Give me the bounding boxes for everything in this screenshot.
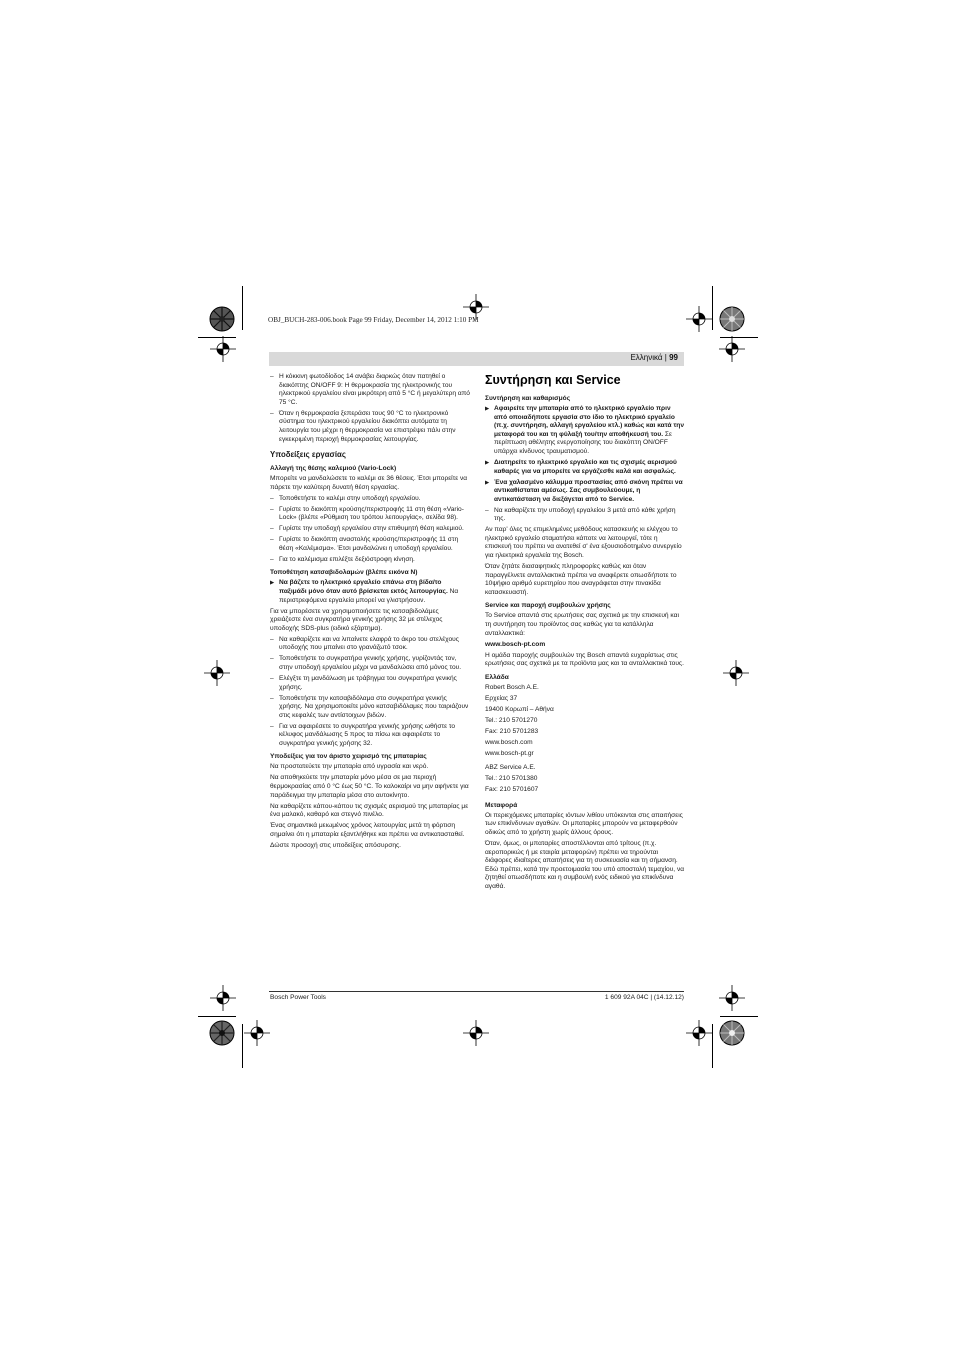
screw-warning-rest: Να περιστρεφόμενα εργαλεία μπορεί να γλιστρήσουν. (279, 588, 459, 604)
color-target-icon (719, 1020, 745, 1046)
address-line: Tel.: 210 5701380 (485, 775, 538, 783)
battery-heading: Υποδείξεις για τον άριστο χειρισμό της μπαταρίας (270, 753, 427, 761)
maintenance-paragraph: Αν παρ' όλες τις επιμελημένες μεθόδους κατασκευής κι ελέγχου το ηλεκτρικό εργαλείο σταματήσει κάποτε να λειτουργεί, τότε η επισκευή του πρέπει να ανατεθεί σ' ένα εξουσιοδοτημένο συνεργείο για ηλεκτρικά εργαλεία της Bosch. (485, 526, 682, 560)
section-title: Συντήρηση και Service (485, 373, 621, 387)
footer-right: 1 609 92A 04C | (14.12.12) (604, 994, 684, 1001)
list-item: – Η κόκκινη φωτοδίοδος 14 ανάβει διαρκώς όταν πατηθεί ο διακόπτης ON/OFF 9: Η θερμοκρασία της ηλεκτρονικής του ηλεκτρικού εργαλείου είναι μικρότερη από 5 °C ή μεγαλύτερη από 75 °C. (270, 373, 470, 407)
crop-mark (720, 1016, 758, 1017)
crop-mark (712, 286, 713, 330)
color-target-icon (719, 306, 745, 332)
screw-warning (270, 579, 470, 605)
list-item: – Γυρίστε το διακόπτη αναστολής κρούσης/περιστροφής 11 στη θέση «Καλέμισμα». Έτσι μανδαλώνει η υποδοχή εργαλείου. (270, 536, 470, 553)
service-text-2: Η ομάδα παροχής συμβουλών της Bosch απαντά ευχαρίστως στις ερωτήσεις σας σχετικά με τα προϊόντα μας και τα ανταλλακτικά τους. (485, 651, 684, 668)
color-target-icon (209, 306, 235, 332)
transport-paragraph: Όταν, όμως, οι μπαταρίες αποστέλλονται από τρίτους (π.χ. αεροπορικώς ή με εταιρία μεταφορών) πρέπει να τηρούνται διάφορες ιδιαίτερες απαιτήσεις για τη συσκευασία και τη σήμανση. Εδώ πρέπει, κατά την προετοιμασία του υπό αποστολή τεμαχίου, να ζητηθεί οπωσδήποτε και η συμβουλή ενός ειδικού για επικίνδυνα αγαθά. (485, 840, 685, 890)
transport-paragraph: Οι περιεχόμενες μπαταρίες ιόντων λιθίου υπόκεινται στις απαιτήσεις των επικίνδυνων αγαθών. Οι μπαταρίες μπορούν να μεταφερθούν οδικώς από το χρήστη χωρίς άλλους όρους. (485, 811, 683, 837)
screw-warning-bold: Να βάζετε το ηλεκτρικό εργαλείο επάνω στη βίδα/το παξιμάδι μόνο όταν αυτό βρίσκεται εκτός λειτουργίας. (279, 579, 448, 596)
registration-mark-icon (210, 985, 236, 1011)
list-item: – Να καθαρίζετε και να λιπαίνετε ελαφρά το άκρο του στελέχους υποδοχής που μπαίνει στο γρανάζωτό τσοκ. (270, 636, 470, 653)
address-line: ABZ Service A.E. (485, 764, 536, 772)
registration-mark-icon (204, 660, 230, 686)
tips-heading: Υποδείξεις εργασίας (270, 450, 346, 460)
left-column (270, 373, 470, 853)
right-column (485, 373, 685, 894)
warning-bold: Ένα χαλασμένο κάλυμμα προστασίας από σκόνη πρέπει να αντικαθίσταται αμέσως. Σας συμβουλεύουμε, η αντικατάσταση να διεξάγεται από το Service. (494, 478, 683, 503)
list-item: – Όταν η θερμοκρασία ξεπεράσει τους 90 °C το ηλεκτρονικό σύστημα του ηλεκτρικού εργαλείου διακόπτει αυτόματα τη λειτουργία του μέχρι η θερμοκρασία να επιστρέψει πάλι στην εγκεκριμένη περιοχή θερμοκρασίας λειτουργίας. (270, 410, 470, 444)
list-item: – Γυρίστε την υποδοχή εργαλείου στην επιθυμητή θέση καλεμιού. (270, 525, 470, 534)
address-block (485, 684, 685, 759)
footer-rule (269, 991, 684, 992)
list-item: – Τοποθετήστε το καλέμι στην υποδοχή εργαλείου. (270, 495, 470, 504)
registration-mark-icon (244, 1020, 270, 1046)
screw-heading: Τοποθέτηση κατσαβιδολαμών (βλέπε εικόνα N) (270, 569, 418, 577)
transport-heading: Μεταφορά (485, 801, 518, 809)
chisel-heading: Αλλαγή της θέσης καλεμιού (Vario-Lock) (270, 465, 397, 473)
registration-mark-icon (686, 306, 712, 332)
address-line: 19400 Κορωπί – Αθήνα (485, 705, 554, 713)
address-line: Tel.: 210 5701270 (485, 716, 538, 724)
service-url[interactable]: www.bosch-pt.com (485, 640, 546, 648)
address-line: Robert Bosch A.E. (485, 683, 539, 691)
warning-bold: Διατηρείτε το ηλεκτρικό εργαλείο και τις σχισμές αερισμού καθαρές για να μπορείτε να εργάζεσθε καλά και ασφαλώς. (494, 458, 677, 475)
chisel-text: Μπορείτε να μανδαλώσετε το καλέμι σε 36 θέσεις. Έτσι μπορείτε να πάρετε την καλύτερη δυνατή θέση εργασίας. (270, 475, 468, 491)
battery-paragraph: Δώστε προσοχή στις υποδείξεις απόσυρσης. (270, 841, 402, 849)
list-item: – Γυρίστε το διακόπτη κρούσης/περιστροφής 11 στη θέση «Vario-Lock» (βλέπε «Ρύθμιση του τρόπου λειτουργίας», σελίδα 98). (270, 506, 470, 523)
color-target-icon (209, 1020, 235, 1046)
footer-left: Bosch Power Tools (270, 994, 326, 1001)
crop-mark (242, 1024, 243, 1068)
battery-paragraph: Ένας σημαντικά μειωμένος χρόνος λειτουργίας μετά τη φόρτιση σημαίνει ότι η μπαταρία εξαντλήθηκε και πρέπει να αντικατασταθεί. (270, 822, 465, 838)
list-item: – Τοποθετήστε το συγκρατήρα γενικής χρήσης, γυρίζοντάς τον, στην υποδοχή εργαλείου μέχρι να μανδαλώσει από μόνος του. (270, 655, 470, 672)
page-header (269, 352, 684, 366)
country-heading: Ελλάδα (485, 673, 509, 681)
battery-paragraph: Να αποθηκεύετε την μπαταρία μόνο μέσα σε μια περιοχή θερμοκρασίας από 0 °C έως 50 °C. Το καλοκαίρι να μην αφήνετε για παράδειγμα την μπαταρία μέσα στο αυτοκίνητο. (270, 774, 469, 799)
list-item: – Να καθαρίζετε την υποδοχή εργαλείου 3 μετά από κάθε χρήση της. (485, 507, 685, 524)
page-number: 99 (669, 353, 678, 362)
warning-rest: Σε περίπτωση αθέλητης ενεργοποίησης του διακόπτη ON/OFF υπάρχει κίνδυνος τραυματισμού. (494, 430, 672, 455)
list-item: – Ελέγξτε τη μανδάλωση με τράβηγμα του συγκρατήρα γενικής χρήσης. (270, 675, 470, 692)
print-slug: OBJ_BUCH-283-006.book Page 99 Friday, December 14, 2012 1:10 PM (268, 316, 479, 324)
list-item: – Για το καλέμισμα επιλέξτε δεξιόστροφη κίνηση. (270, 556, 470, 565)
crop-mark (242, 286, 243, 330)
maintenance-warning (485, 459, 685, 476)
registration-mark-icon (686, 1020, 712, 1046)
maintenance-paragraph: Όταν ζητάτε διασαφητικές πληροφορίες καθώς και όταν παραγγέλνετε ανταλλακτικά πρέπει να αναφέρετε οπωσδήποτε το 10ψήφιο αριθμό ευρετηρίου που αναγράφεται στην πινακίδα κατασκευαστή. (485, 563, 677, 596)
address-line: Fax: 210 5701607 (485, 786, 539, 794)
registration-mark-icon (719, 336, 745, 362)
battery-paragraph: Να καθαρίζετε κάπου-κάπου τις σχισμές αερισμού της μπαταρίας με ένα μαλακό, καθαρό και στεγνό πινέλο. (270, 802, 469, 819)
address-link[interactable]: www.bosch.com (485, 738, 533, 746)
header-text (630, 353, 678, 362)
header-language: Ελληνικά (630, 353, 663, 362)
maintenance-warning (485, 479, 685, 505)
crop-mark (712, 1024, 713, 1068)
registration-mark-icon (463, 294, 489, 320)
screw-list (270, 636, 470, 749)
crop-mark (198, 1016, 236, 1017)
list-item: – Τοποθετήστε την κατσαβιδόλαμα στο συγκρατήρα γενικής χρήσης. Να χρησιμοποιείτε μόνο κατσαβιδόλαμες που ταιριάζουν στις κεφαλές των αντίστοιχων βιδών. (270, 695, 470, 721)
address-line: Ερχείας 37 (485, 694, 518, 702)
address-line: Fax: 210 5701283 (485, 727, 539, 735)
service-heading: Service και παροχή συμβουλών χρήσης (485, 602, 611, 610)
address-block (485, 764, 685, 795)
list-item: – Για να αφαιρέσετε το συγκρατήρα γενικής χρήσης ωθήστε το κέλυφος μανδάλωσης 5 προς τα πίσω και αφαιρέστε το συγκρατήρα γενικής χρήσης 32. (270, 723, 470, 749)
address-link[interactable]: www.bosch-pt.gr (485, 749, 534, 757)
registration-mark-icon (723, 660, 749, 686)
screw-text: Για να μπορέσετε να χρησιμοποιήσετε τις κατσαβιδολάμες χρειάζεστε ένα συγκρατήρα γενικής χρήσης 32 με στέλεχος υποδοχής SDS-plus (ειδικό εξάρτημα). (270, 607, 443, 632)
intro-list (270, 373, 470, 444)
warning-bold: Αφαιρείτε την μπαταρία από το ηλεκτρικό εργαλείο πριν από οποιαδήποτε εργασία στο ίδιο το ηλεκτρικό εργαλείο (π.χ. συντήρηση, αλλαγή εργαλείου κτλ.) καθώς και κατά την μεταφορά του και τη φύλαξή του/την αποθήκευσή του. (494, 405, 684, 438)
service-text: Το Service απαντά στις ερωτήσεις σας σχετικά με την επισκευή και τη συντήρηση του προϊόντος σας καθώς για τα κατάλληλα ανταλλακτικά: (485, 612, 679, 637)
registration-mark-icon (210, 336, 236, 362)
battery-paragraph: Να προστατεύετε την μπαταρία από υγρασία και νερό. (270, 763, 429, 771)
chisel-list (270, 495, 470, 565)
maintenance-warning (485, 405, 685, 457)
registration-mark-icon (463, 1020, 489, 1046)
registration-mark-icon (719, 985, 745, 1011)
header-separator: | (664, 353, 667, 362)
maintenance-heading: Συντήρηση και καθαρισμός (485, 395, 571, 402)
